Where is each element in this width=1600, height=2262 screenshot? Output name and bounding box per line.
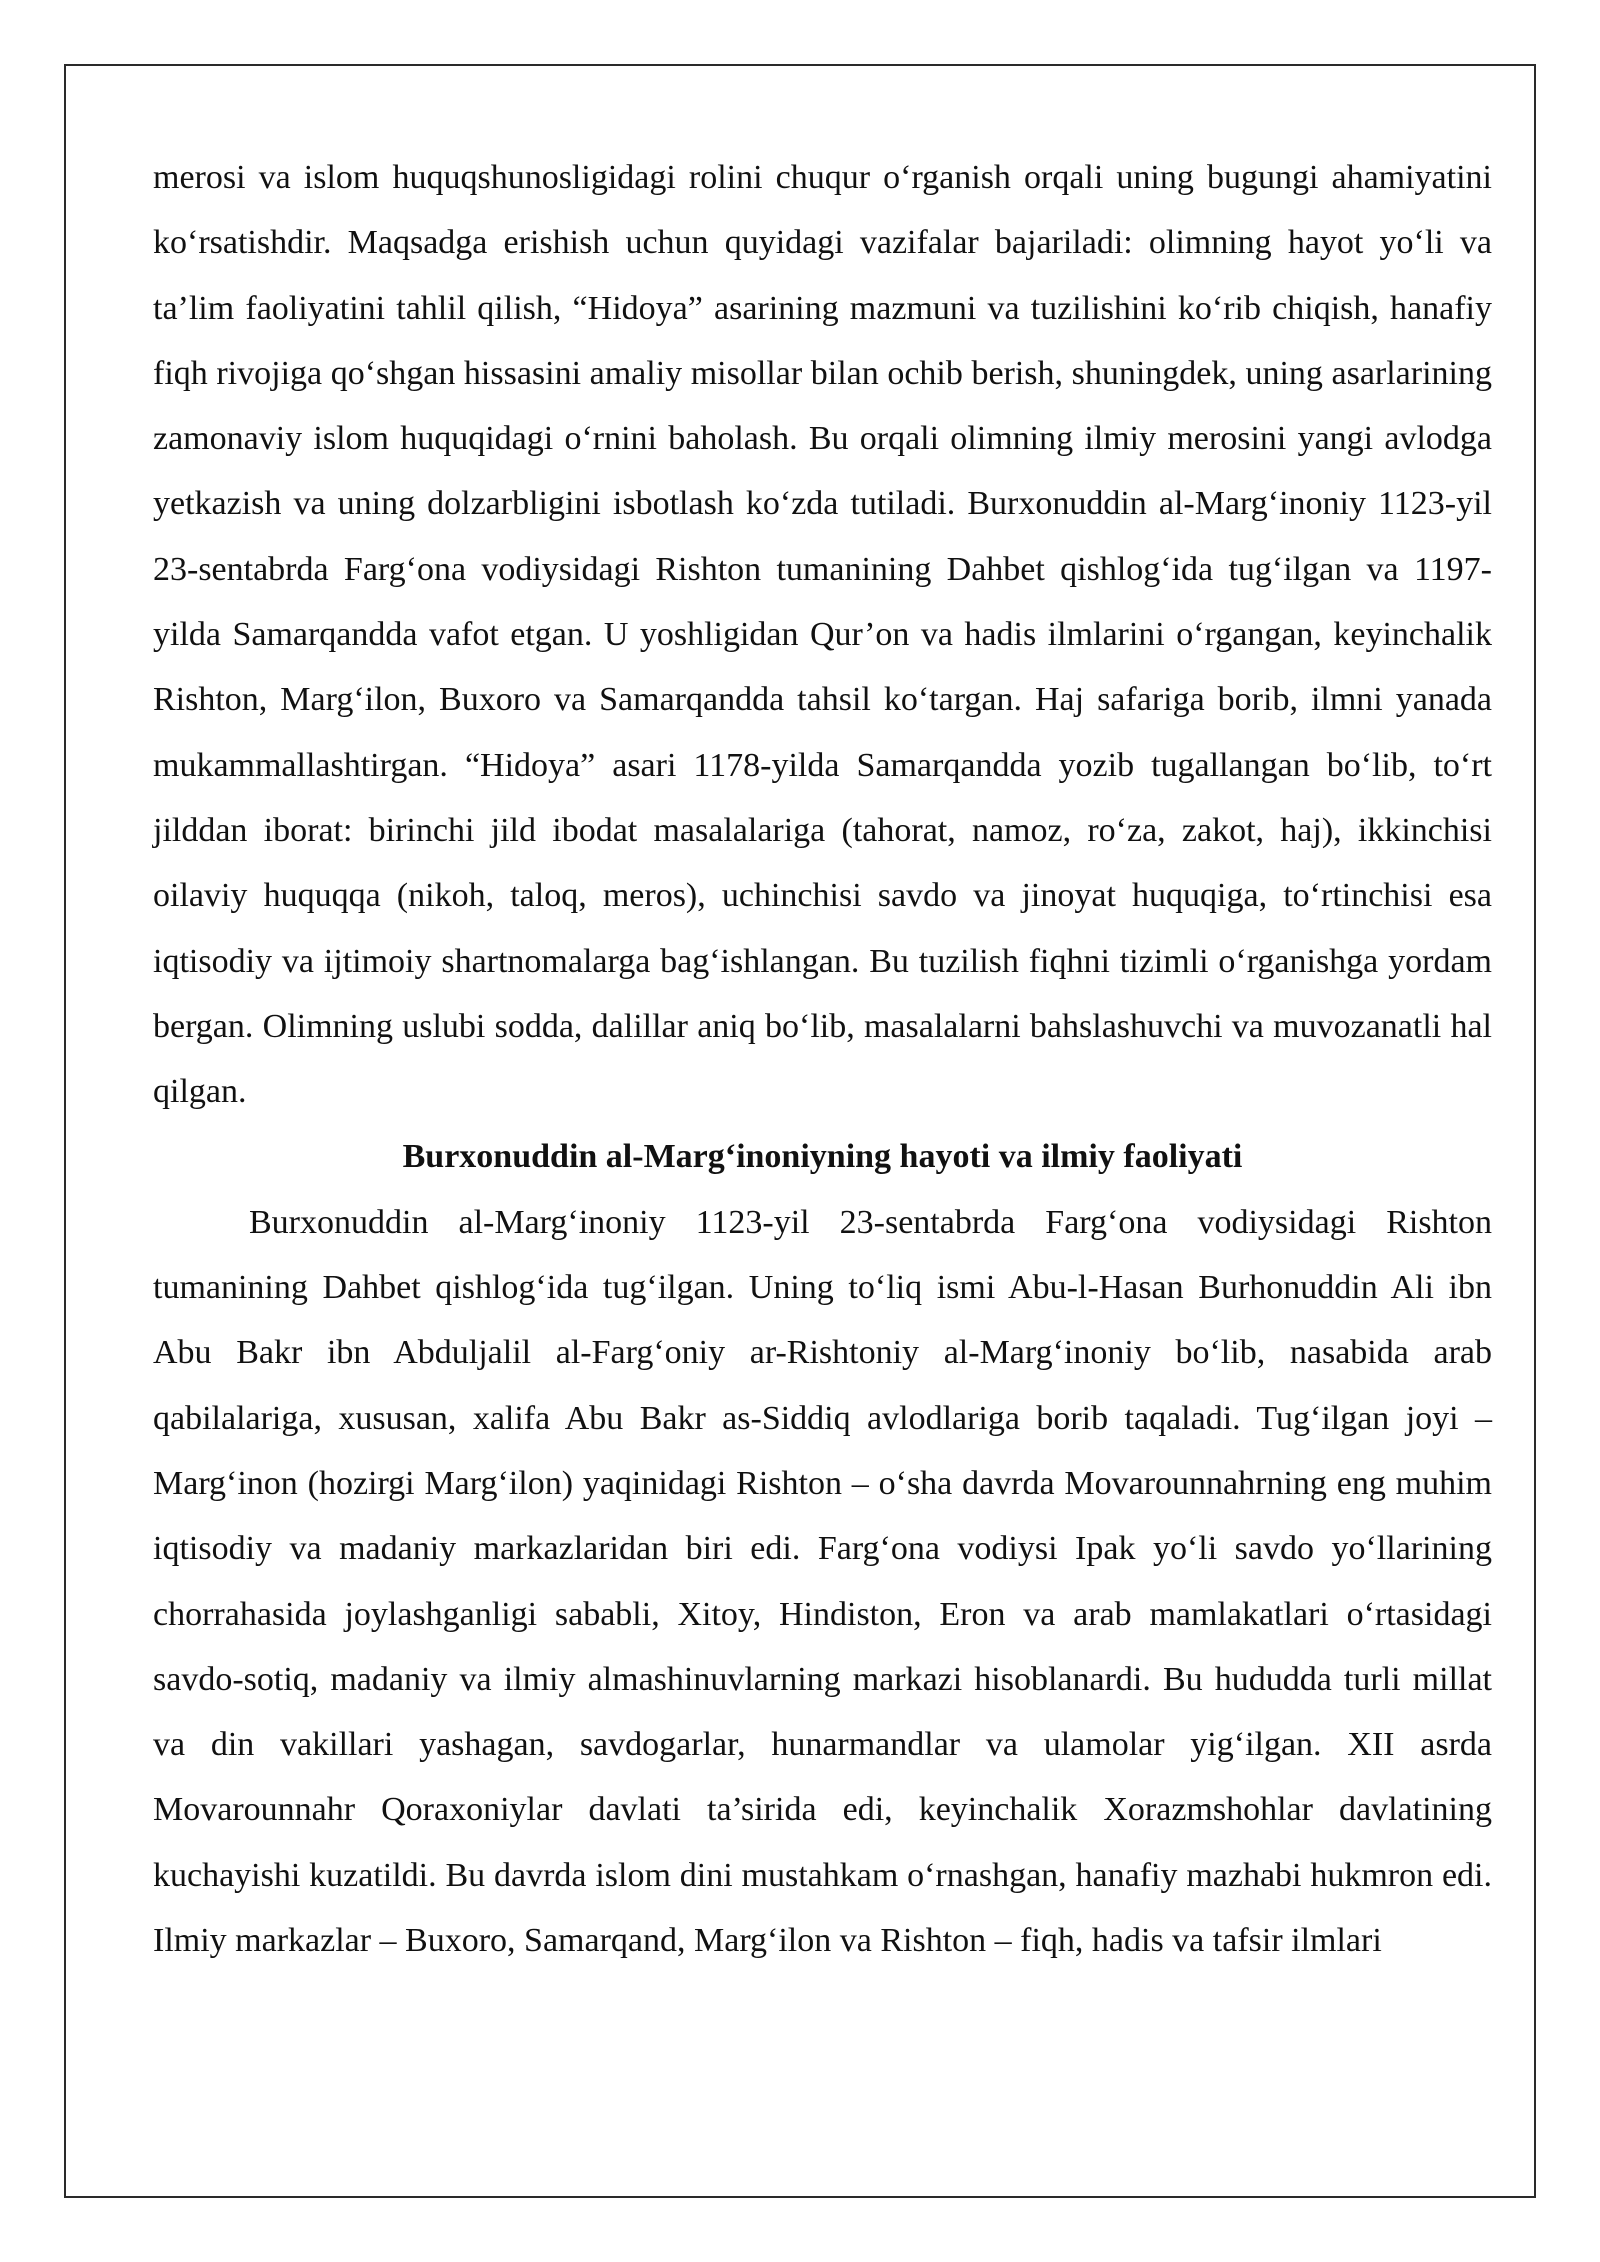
body-paragraph-1: merosi va islom huquqshunosligidagi rolini chuqur o‘rganish orqali uning bugungi ahamiyatini ko‘rsatishdir. Maqsadga erishish uchun quyidagi vazifalar bajariladi: olimning hayot yo‘li va ta’lim faoliyatini tahlil qilish, “Hidoya” asarining mazmuni va tuzilishini ko‘rib chiqish, hanafiy fiqh rivojiga qo‘shgan hissasini amaliy misollar bilan ochib berish, shuningdek, uning asarlarining zamonaviy islom huquqidagi o‘rnini baholash. Bu orqali olimning ilmiy merosini yangi avlodga yetkazish va uning dolzarbligini isbotlash ko‘zda tutiladi. Burxonuddin al-Marg‘inoniy 1123-yil 23-sentabrda Farg‘ona vodiysidagi Rishton tumanining Dahbet qishlog‘ida tug‘ilgan va 1197-yilda Samarqandda vafot etgan. U yoshligidan Qur’on va hadis ilmlarini o‘rgangan, keyinchalik Rishton, Marg‘ilon, Buxoro va Samarqandda tahsil ko‘targan. Haj safariga borib, ilmni yanada mukammallashtirgan. “Hidoya” asari 1178-yilda Samarqandda yozib tugallangan bo‘lib, to‘rt jilddan iborat: birinchi jild ibodat masalalariga (tahorat, namoz, ro‘za, zakot, haj), ikkinchisi oilaviy huquqqa (nikoh, taloq, meros), uchinchisi savdo va jinoyat huquqiga, to‘rtinchisi esa iqtisodiy va ijtimoiy shartnomalarga bag‘ishlangan. Bu tuzilish fiqhni tizimli o‘rganishga yordam bergan. Olimning uslubi sodda, dalillar aniq bo‘lib, masalalarni bahslashuvchi va muvozanatli hal qilgan. [153,159,1492,1111]
body-paragraph-2: Burxonuddin al-Marg‘inoniy 1123-yil 23-sentabrda Farg‘ona vodiysidagi Rishton tumanining Dahbet qishlog‘ida tug‘ilgan. Uning to‘liq ismi Abu-l-Hasan Burhonuddin Ali ibn Abu Bakr ibn Abduljalil al-Farg‘oniy ar-Rishtoniy al-Marg‘inoniy bo‘lib, nasabida arab qabilalariga, xususan, xalifa Abu Bakr as-Siddiq avlodlariga borib taqaladi. Tug‘ilgan joyi – Marg‘inon (hozirgi Marg‘ilon) yaqinidagi Rishton – o‘sha davrda Movarounnahrning eng muhim iqtisodiy va madaniy markazlaridan biri edi. Farg‘ona vodiysi Ipak yo‘li savdo yo‘llarining chorrahasida joylashganligi sababli, Xitoy, Hindiston, Eron va arab mamlakatlari o‘rtasidagi savdo-sotiq, madaniy va ilmiy almashinuvlarning markazi hisoblanardi. Bu hududda turli millat va din vakillari yashagan, savdogarlar, hunarmandlar va ulamolar yig‘ilgan. XII asrda Movarounnahr Qoraxoniylar davlati ta’sirida edi, keyinchalik Xorazmshohlar davlatining kuchayishi kuzatildi. Bu davrda islom dini mustahkam o‘rnashgan, hanafiy mazhabi hukmron edi. Ilmiy markazlar – Buxoro, Samarqand, Marg‘ilon va Rishton – fiqh, hadis va tafsir ilmlari [153,1203,1492,1960]
document-body [153,145,1492,1973]
section-heading: Burxonuddin al-Marg‘inoniyning hayoti va ilmiy faoliyati [402,1138,1243,1176]
